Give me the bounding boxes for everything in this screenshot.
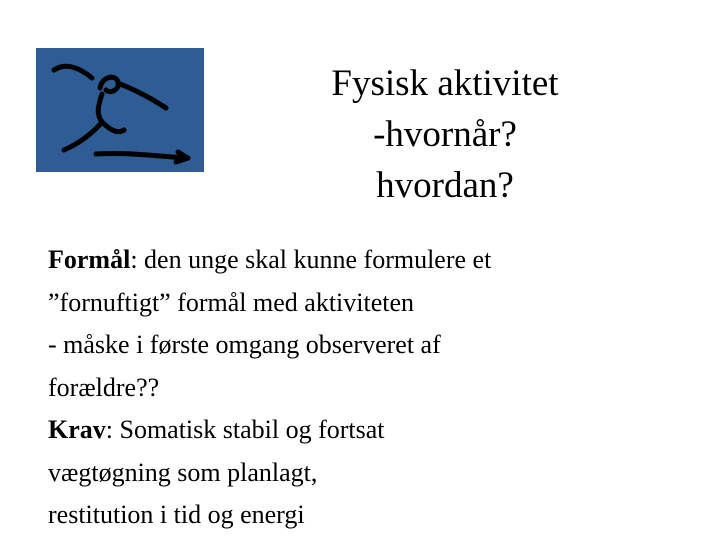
purpose-line: - måske i første omgang observeret af <box>48 330 441 359</box>
slide-title <box>255 58 635 211</box>
purpose-line <box>48 239 688 282</box>
requirement-label: Krav <box>48 415 106 444</box>
running-figure-icon <box>36 48 204 172</box>
requirement-text: : Somatisk stabil og fortsat <box>105 415 385 444</box>
title-line: hvordan? <box>376 165 514 206</box>
purpose-line: forældre?? <box>48 372 160 402</box>
logo <box>36 48 204 172</box>
slide-body <box>48 239 688 537</box>
purpose-text: : den unge skal kunne formulere et <box>130 245 492 274</box>
requirement-line: vægtøgning som planlagt, <box>48 457 318 487</box>
purpose-label: Formål <box>48 245 131 274</box>
requirement-line: restitution i tid og energi <box>48 500 305 529</box>
title-line: -hvornår? <box>373 114 517 155</box>
purpose-line: ”fornuftigt” formål med aktiviteten <box>48 287 415 317</box>
title-line: Fysisk aktivitet <box>331 63 559 104</box>
requirement-line <box>48 409 688 452</box>
